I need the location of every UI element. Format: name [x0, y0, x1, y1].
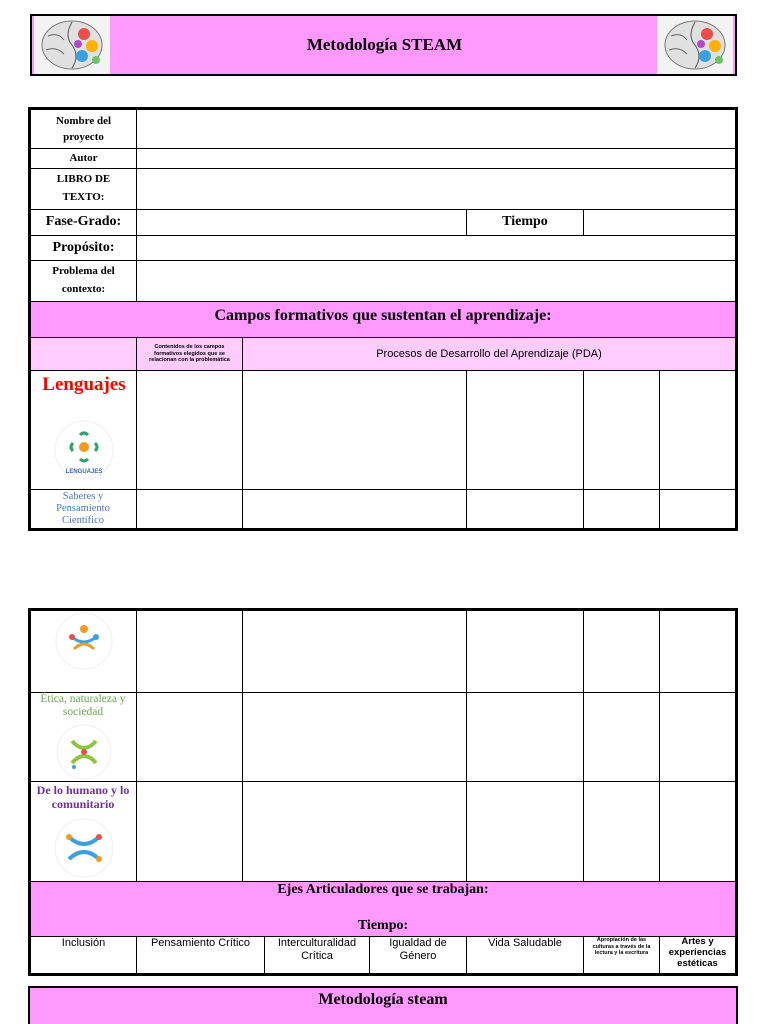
cell[interactable] [583, 781, 660, 882]
eje-vida-saludable[interactable]: Vida Saludable [466, 936, 584, 974]
row-humano-label-cell [30, 781, 137, 882]
cell[interactable] [659, 781, 736, 882]
cell[interactable] [136, 692, 243, 782]
pda-header: Procesos de Desarrollo del Aprendizaje (PDA) [242, 337, 736, 371]
cell[interactable] [136, 370, 243, 490]
eje-inclusion[interactable]: Inclusión [30, 936, 137, 974]
cell[interactable] [466, 781, 584, 882]
cell[interactable] [466, 610, 584, 693]
ejes-tiempo: Tiempo: [357, 918, 409, 933]
input-nombre-proyecto[interactable] [136, 109, 736, 149]
cell[interactable] [242, 692, 467, 782]
brain-illustration-left [34, 16, 110, 74]
eje-igualdad-genero[interactable]: Igualdad de Género [369, 936, 467, 974]
lenguajes-logo-text: LENGUAJES [65, 469, 103, 475]
label-problema-contexto: Problema del contexto: [30, 260, 137, 302]
humano-logo-icon [53, 817, 115, 879]
project-form [28, 107, 738, 531]
input-autor[interactable] [136, 148, 736, 169]
brain-illustration-right [657, 16, 733, 74]
label-nombre-proyecto: Nombre del proyecto [30, 109, 137, 149]
eje-interculturalidad[interactable]: Interculturalidad Crítica [264, 936, 370, 974]
cell[interactable] [659, 692, 736, 782]
label-libro-texto: LIBRO DE TEXTO: [30, 168, 137, 210]
ejes-heading: Ejes Articuladores que se trabajan: [277, 882, 489, 897]
cell[interactable] [242, 370, 467, 490]
cell[interactable] [242, 610, 467, 693]
cell[interactable] [583, 692, 660, 782]
contenidos-header: Contenidos de los campos formativos elegidos que se relacionan con la problemática [136, 337, 243, 371]
cell[interactable] [466, 489, 584, 529]
row-saberes-icon-cell [30, 610, 137, 693]
lenguajes-logo-icon [53, 419, 115, 481]
row-lenguajes-label-cell [30, 370, 137, 490]
row-humano-label: De lo humano y lo comunitario [36, 783, 130, 812]
row-lenguajes-label: Lenguajes [42, 374, 126, 395]
subheader-empty [30, 337, 137, 371]
eje-apropiacion-culturas[interactable]: Apropiación de las culturas a través de la lectura y la escritura [583, 936, 660, 974]
cell[interactable] [136, 489, 243, 529]
cell[interactable] [466, 692, 584, 782]
input-tiempo[interactable] [583, 209, 736, 236]
cell[interactable] [583, 370, 660, 490]
label-fase-grado: Fase-Grado: [30, 209, 137, 236]
cell[interactable] [659, 370, 736, 490]
page-title: Metodología STEAM [306, 35, 463, 54]
saberes-logo-icon [54, 611, 114, 671]
cell[interactable] [466, 370, 584, 490]
campos-continued-table [28, 608, 738, 976]
header-banner [30, 14, 737, 76]
footer-banner [28, 986, 738, 1024]
ejes-heading-block [30, 881, 736, 937]
row-saberes-label-cell [30, 489, 137, 529]
label-proposito: Propósito: [30, 235, 137, 261]
label-tiempo: Tiempo [466, 209, 584, 236]
cell[interactable] [659, 489, 736, 529]
cell[interactable] [659, 610, 736, 693]
cell[interactable] [583, 610, 660, 693]
input-libro-texto[interactable] [136, 168, 736, 210]
input-fase-grado[interactable] [136, 209, 467, 236]
eje-pensamiento-critico[interactable]: Pensamiento Crítico [136, 936, 265, 974]
row-etica-label: Ética, naturaleza y sociedad [40, 693, 126, 719]
label-autor: Autor [30, 148, 137, 169]
cell[interactable] [136, 781, 243, 882]
cell[interactable] [583, 489, 660, 529]
etica-logo-icon [54, 723, 114, 781]
row-etica-label-cell [30, 692, 137, 782]
cell[interactable] [136, 610, 243, 693]
cell[interactable] [242, 489, 467, 529]
cell[interactable] [242, 781, 467, 882]
eje-artes-experiencias[interactable]: Artes y experiencias estéticas [659, 936, 736, 974]
footer-title: Metodología steam [318, 991, 448, 1008]
row-saberes-label: Saberes y Pensamiento Científico [56, 491, 110, 527]
campos-heading: Campos formativos que sustentan el aprendizaje: [30, 301, 736, 338]
input-proposito[interactable] [136, 235, 736, 261]
input-problema-contexto[interactable] [136, 260, 736, 302]
